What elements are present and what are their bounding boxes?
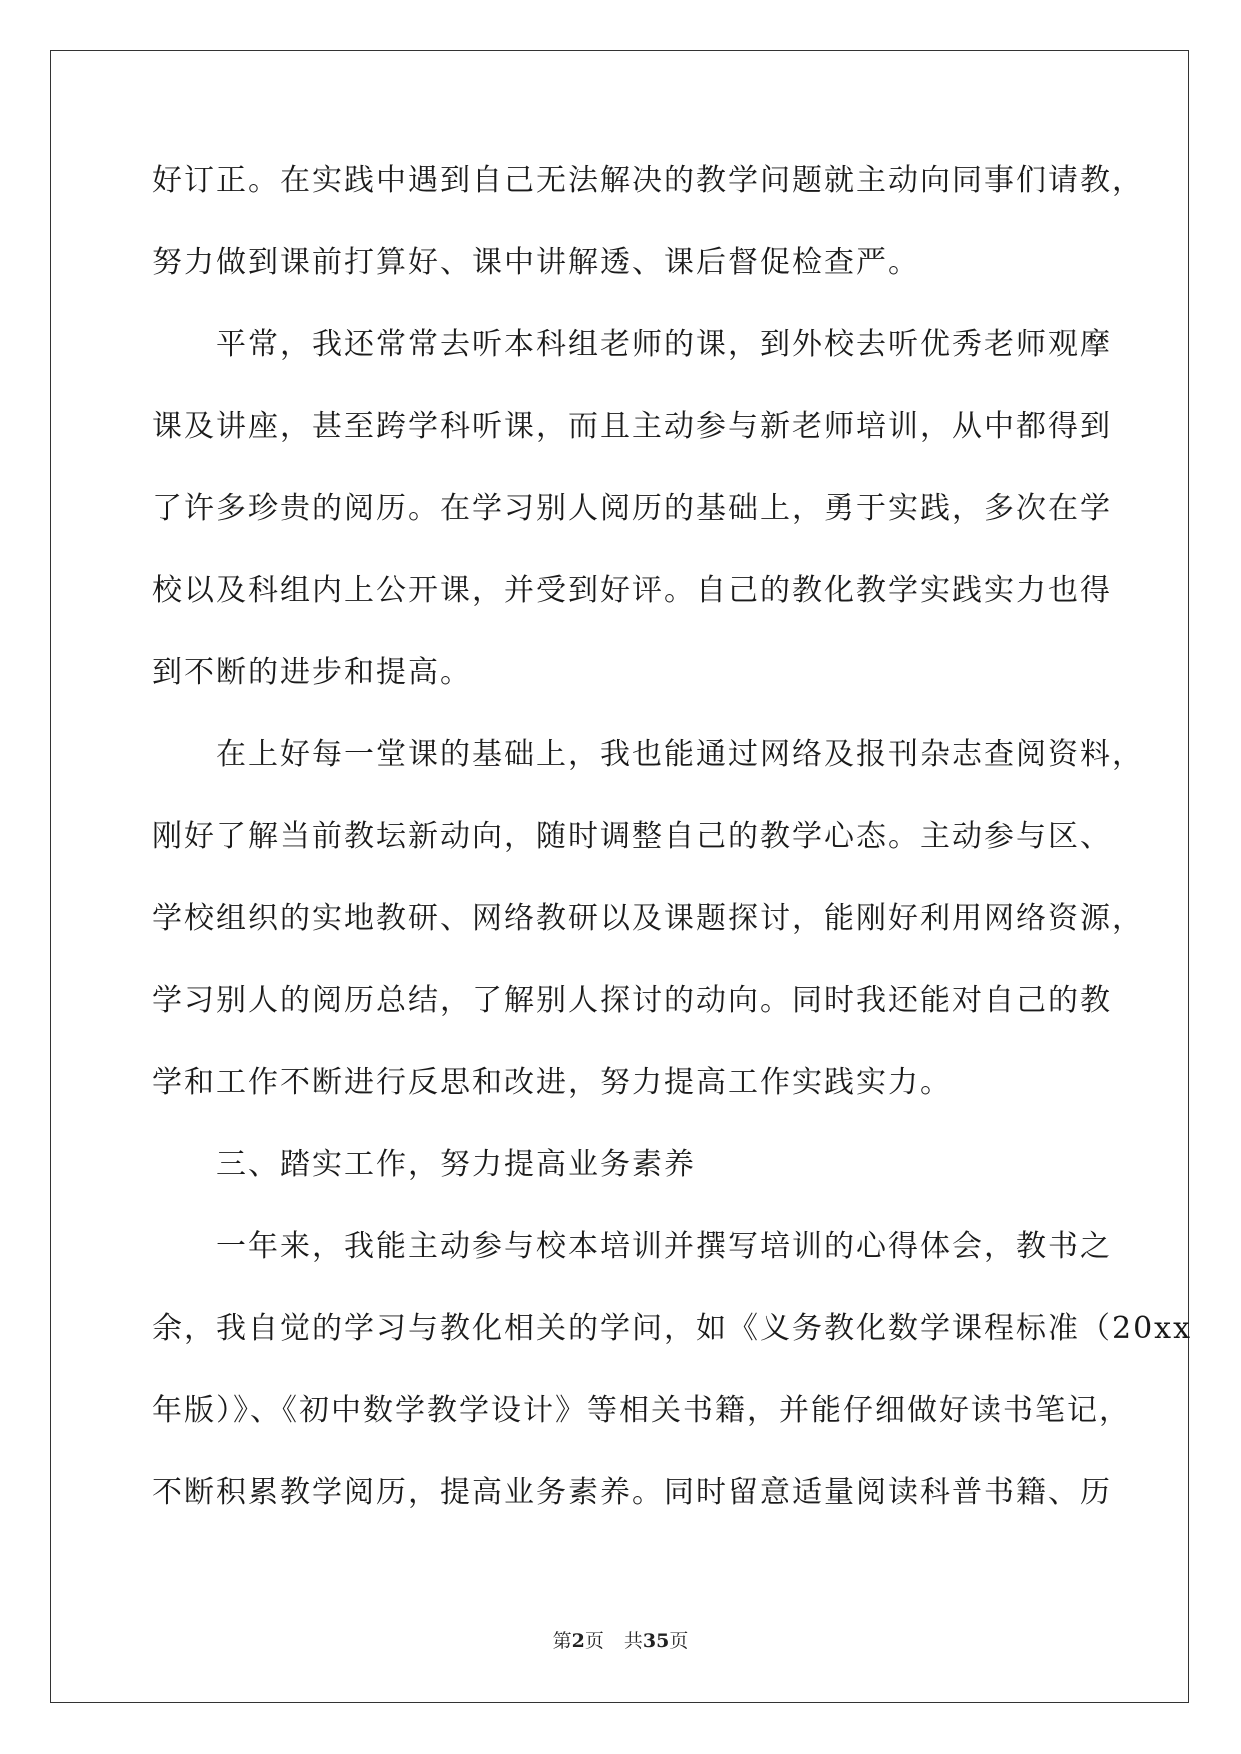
text-line-12: 学和工作不断进行反思和改进，努力提高工作实践实力。 bbox=[152, 1065, 952, 1100]
text-line-6: 校以及科组内上公开课，并受到好评。自己的教化教学实践实力也得 bbox=[152, 573, 1112, 608]
text-line-14: 一年来，我能主动参与校本培训并撰写培训的心得体会，教书之 bbox=[216, 1229, 1112, 1264]
page-current: 2 bbox=[571, 1630, 585, 1652]
text-line-3: 平常，我还常常去听本科组老师的课，到外校去听优秀老师观摩 bbox=[216, 327, 1112, 362]
text-line-17: 不断积累教学阅历，提高业务素养。同时留意适量阅读科普书籍、历 bbox=[152, 1475, 1112, 1510]
page-prefix: 第 bbox=[552, 1630, 572, 1652]
text-line-5: 了许多珍贵的阅历。在学习别人阅历的基础上，勇于实践，多次在学 bbox=[152, 491, 1112, 526]
text-line-7: 到不断的进步和提高。 bbox=[152, 655, 472, 690]
page-footer bbox=[0, 1626, 1241, 1653]
text-line-2: 努力做到课前打算好、课中讲解透、课后督促检查严。 bbox=[152, 245, 920, 280]
document-body bbox=[152, 160, 1193, 1554]
text-line-4: 课及讲座，甚至跨学科听课，而且主动参与新老师培训，从中都得到 bbox=[152, 409, 1112, 444]
page-suffix: 页 bbox=[584, 1630, 604, 1652]
text-line-11: 学习别人的阅历总结，了解别人探讨的动向。同时我还能对自己的教 bbox=[152, 983, 1112, 1018]
total-suffix: 页 bbox=[669, 1630, 689, 1652]
text-line-10: 学校组织的实地教研、网络教研以及课题探讨，能刚好利用网络资源， bbox=[152, 901, 1144, 936]
text-line-8: 在上好每一堂课的基础上，我也能通过网络及报刊杂志查阅资料， bbox=[216, 737, 1144, 772]
text-line-16: 年版）》、《初中数学教学设计》等相关书籍，并能仔细做好读书笔记， bbox=[152, 1393, 1131, 1428]
page-total: 35 bbox=[642, 1630, 670, 1652]
section-heading: 三、踏实工作，努力提高业务素养 bbox=[216, 1147, 696, 1182]
text-line-9: 刚好了解当前教坛新动向，随时调整自己的教学心态。主动参与区、 bbox=[152, 819, 1112, 854]
text-line-1: 好订正。在实践中遇到自己无法解决的教学问题就主动向同事们请教， bbox=[152, 163, 1144, 198]
total-prefix: 共 bbox=[623, 1630, 643, 1652]
text-line-15: 余，我自觉的学习与教化相关的学问，如《义务教化数学课程标准（20xx bbox=[152, 1311, 1193, 1346]
